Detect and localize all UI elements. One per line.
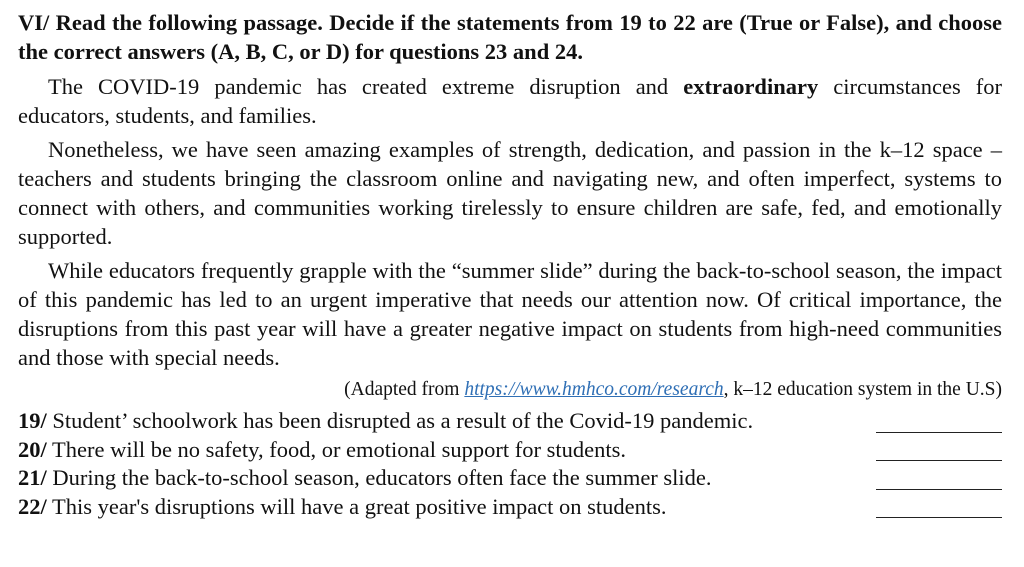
passage-p1-text-start: The COVID-19 pandemic has created extreme disruption and <box>48 74 684 99</box>
passage-p1-text-end: circumstances for educators, students, and families. <box>18 74 1002 128</box>
question-text <box>18 407 862 436</box>
source-link[interactable]: https://www.hmhco.com/research <box>464 379 724 400</box>
answer-blank-22[interactable] <box>876 516 1002 518</box>
question-statement: Student’ schoolwork has been disrupted as a result of the Covid-19 pandemic. <box>46 408 754 433</box>
source-citation <box>18 377 1002 403</box>
source-prefix: (Adapted from <box>344 379 465 400</box>
answer-blank-20[interactable] <box>876 459 1002 461</box>
passage-paragraph-2: Nonetheless, we have seen amazing examples of strength, dedication, and passion in the k–12 space – teachers and students bringing the classroom online and navigating new, and often imperfect, systems to connect with others, and communities working tirelessly to ensure children are safe, fed, and emotionally supported. <box>18 137 1002 249</box>
question-list <box>18 407 1002 521</box>
answer-blank-19[interactable] <box>876 431 1002 433</box>
question-text <box>18 493 862 522</box>
question-statement: This year's disruptions will have a great positive impact on students. <box>46 493 667 519</box>
question-number: 19/ <box>18 408 47 433</box>
passage-paragraph-1 <box>18 72 1002 130</box>
passage-p1-bold-word: extraordinary <box>683 74 819 99</box>
question-number: 20/ <box>18 436 47 462</box>
question-text <box>18 436 862 465</box>
question-number: 21/ <box>18 465 47 490</box>
question-number: 22/ <box>18 493 47 519</box>
answer-blank-21[interactable] <box>876 488 1002 490</box>
question-row-22 <box>18 493 1002 522</box>
question-text <box>18 464 862 493</box>
source-suffix: , k–12 education system in the U.S) <box>723 379 1002 400</box>
question-row-19 <box>18 407 1002 436</box>
question-row-20 <box>18 436 1002 465</box>
question-row-21 <box>18 464 1002 493</box>
question-statement: During the back-to-school season, educators often face the summer slide. <box>46 465 712 490</box>
question-statement: There will be no safety, food, or emotional support for students. <box>46 436 627 462</box>
worksheet-page <box>18 8 1002 521</box>
section-heading: VI/ Read the following passage. Decide if the statements from 19 to 22 are (True or False), and choose the correct answers (A, B, C, or D) for questions 23 and 24. <box>18 10 1002 64</box>
passage-paragraph-3: While educators frequently grapple with the “summer slide” during the back-to-school season, the impact of this pandemic has led to an urgent imperative that needs our attention now. Of critical importance, the disruptions from this past year will have a greater negative impact on students from high-need communities and those with special needs. <box>18 258 1002 370</box>
